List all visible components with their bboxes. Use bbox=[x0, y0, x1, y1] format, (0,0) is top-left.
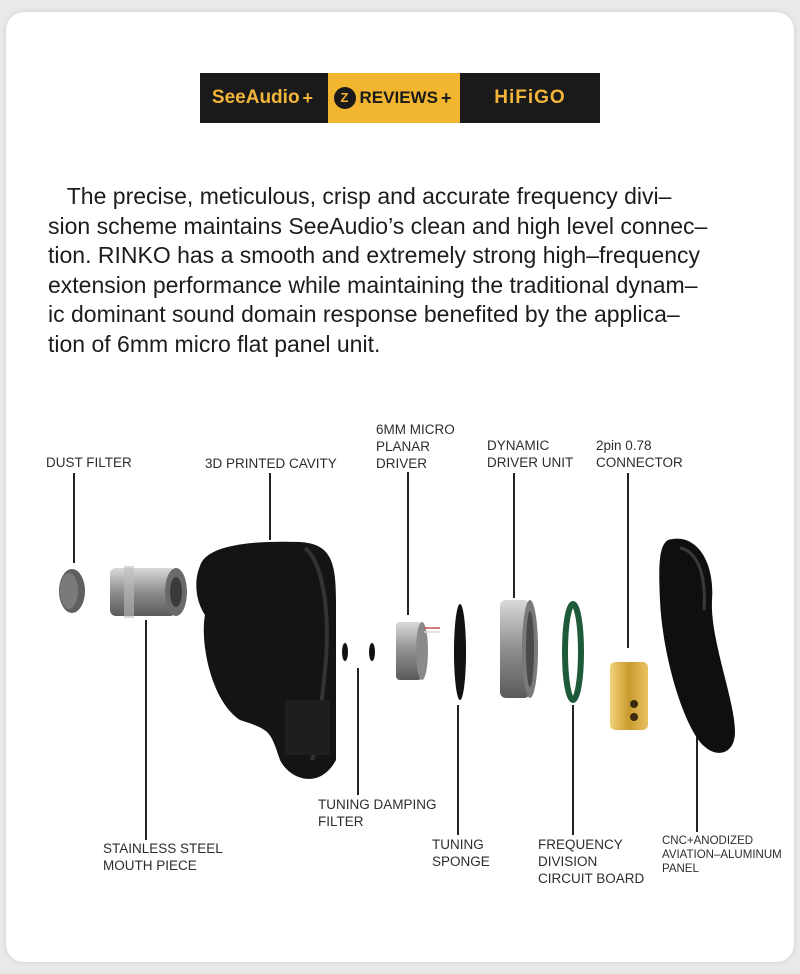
planar-driver-label: 6MM MICRO PLANAR DRIVER bbox=[376, 422, 455, 471]
panel-label: CNC+ANODIZED AVIATION–ALUMINUM PANEL bbox=[662, 835, 782, 875]
description-line: sion scheme maintains SeeAudio’s clean and high level connec– bbox=[48, 212, 708, 239]
description-line: ic dominant sound domain response benefited by the applica– bbox=[48, 301, 680, 327]
mouth-piece-label: STAINLESS STEEL MOUTH PIECE bbox=[103, 841, 223, 873]
connector-part bbox=[610, 662, 648, 730]
mouth-piece-part bbox=[110, 566, 187, 618]
printed-cavity-part bbox=[196, 542, 336, 779]
panel-part bbox=[659, 539, 735, 753]
plus-separator: + bbox=[302, 87, 314, 108]
z-reviews-logo-text: REVIEWS bbox=[359, 88, 438, 107]
dynamic-driver-label: DYNAMIC DRIVER UNIT bbox=[487, 438, 574, 470]
leader-lines bbox=[74, 472, 697, 840]
connector-label: 2pin 0.78 CONNECTOR bbox=[596, 438, 683, 470]
tuning-sponge-part bbox=[454, 604, 466, 700]
printed-cavity-label: 3D PRINTED CAVITY bbox=[205, 456, 337, 471]
description-line: extension performance while maintaining the traditional dynam– bbox=[48, 271, 698, 298]
tuning-damping-label: TUNING DAMPING FILTER bbox=[318, 797, 437, 829]
damping-filter-part bbox=[342, 643, 348, 661]
plus-separator: + bbox=[440, 87, 452, 108]
description-line: tion of 6mm micro flat panel unit. bbox=[48, 330, 381, 357]
crossover-label: FREQUENCY DIVISION CIRCUIT BOARD bbox=[538, 837, 645, 886]
dust-filter-label: DUST FILTER bbox=[46, 455, 132, 470]
dynamic-driver-part bbox=[500, 600, 538, 698]
seeaudio-logo-text: SeeAudio bbox=[211, 87, 300, 108]
description-line: tion. RINKO has a smooth and extremely strong high–frequency bbox=[48, 242, 701, 268]
z-reviews-badge-icon: Z bbox=[334, 87, 356, 109]
tuning-sponge-label: TUNING SPONGE bbox=[432, 837, 490, 869]
planar-driver-part bbox=[396, 622, 440, 680]
crossover-board-part bbox=[565, 604, 581, 700]
description-line: The precise, meticulous, crisp and accurate frequency divi– bbox=[48, 183, 672, 209]
hifigo-logo-text: HiFiGO bbox=[494, 87, 566, 108]
